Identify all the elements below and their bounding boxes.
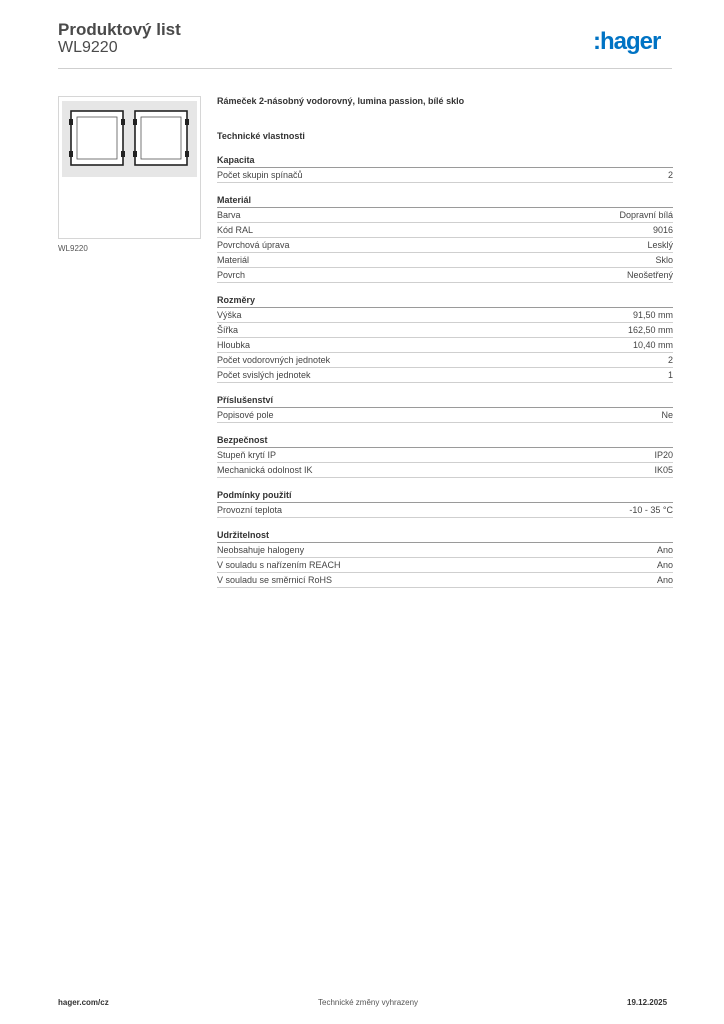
svg-text::hager: :hager xyxy=(593,28,661,55)
property-value: IP20 xyxy=(654,450,673,460)
property-row xyxy=(217,168,673,183)
footer-website: hager.com/cz xyxy=(58,998,109,1007)
property-value: Ne xyxy=(661,410,673,420)
property-row xyxy=(217,268,673,283)
properties-panel xyxy=(217,94,673,588)
property-label: Provozní teplota xyxy=(217,505,283,515)
property-section xyxy=(217,393,673,423)
hager-logo xyxy=(593,27,673,57)
section-title: Podmínky použití xyxy=(217,488,673,503)
property-section xyxy=(217,153,673,183)
property-label: Barva xyxy=(217,210,241,220)
property-section xyxy=(217,433,673,478)
property-label: Popisové pole xyxy=(217,410,274,420)
property-label: Povrchová úprava xyxy=(217,240,290,250)
property-value: 9016 xyxy=(652,225,673,235)
property-value: 10,40 mm xyxy=(632,340,673,350)
product-image xyxy=(58,96,201,239)
property-label: Počet svislých jednotek xyxy=(217,370,311,380)
property-label: V souladu s nařízením REACH xyxy=(217,560,341,570)
property-value: -10 - 35 °C xyxy=(629,505,673,515)
property-row xyxy=(217,408,673,423)
property-value: IK05 xyxy=(654,465,673,475)
section-title: Kapacita xyxy=(217,153,673,168)
property-row xyxy=(217,543,673,558)
property-row xyxy=(217,338,673,353)
property-label: Výška xyxy=(217,310,242,320)
property-row xyxy=(217,208,673,223)
property-label: Počet vodorovných jednotek xyxy=(217,355,331,365)
property-value: Ano xyxy=(656,575,673,585)
property-row xyxy=(217,503,673,518)
section-title: Materiál xyxy=(217,193,673,208)
property-row xyxy=(217,323,673,338)
property-value: Ano xyxy=(656,545,673,555)
property-row xyxy=(217,558,673,573)
footer-date: 19.12.2025 xyxy=(627,998,668,1007)
property-row xyxy=(217,353,673,368)
page-title: Produktový list xyxy=(58,20,181,39)
property-row xyxy=(217,368,673,383)
property-section xyxy=(217,193,673,283)
property-value: Ano xyxy=(656,560,673,570)
property-row xyxy=(217,463,673,478)
property-label: Stupeň krytí IP xyxy=(217,450,277,460)
property-row xyxy=(217,308,673,323)
technical-heading: Technické vlastnosti xyxy=(217,131,305,141)
property-sections xyxy=(217,153,673,588)
product-code: WL9220 xyxy=(58,39,118,56)
section-title: Bezpečnost xyxy=(217,433,673,448)
property-value: Neošetřený xyxy=(626,270,673,280)
property-value: 162,50 mm xyxy=(627,325,673,335)
section-title: Rozměry xyxy=(217,293,673,308)
property-value: 2 xyxy=(667,355,673,365)
property-value: 91,50 mm xyxy=(632,310,673,320)
property-label: Materiál xyxy=(217,255,250,265)
property-label: Hloubka xyxy=(217,340,251,350)
property-row xyxy=(217,253,673,268)
property-row xyxy=(217,573,673,588)
property-label: Počet skupin spínačů xyxy=(217,170,303,180)
header-divider xyxy=(58,68,672,69)
footer-disclaimer: Technické změny vyhrazeny xyxy=(318,998,419,1007)
property-row xyxy=(217,448,673,463)
image-caption: WL9220 xyxy=(58,244,88,253)
property-label: V souladu se směrnicí RoHS xyxy=(217,575,333,585)
property-value: Sklo xyxy=(655,255,673,265)
product-name: Rámeček 2-násobný vodorovný, lumina passion, bílé sklo xyxy=(217,96,465,106)
property-label: Šířka xyxy=(217,325,239,335)
property-row xyxy=(217,238,673,253)
section-title: Udržitelnost xyxy=(217,528,673,543)
property-section xyxy=(217,528,673,588)
property-label: Povrch xyxy=(217,270,246,280)
property-label: Kód RAL xyxy=(217,225,254,235)
property-value: Lesklý xyxy=(647,240,673,250)
property-value: Dopravní bílá xyxy=(619,210,673,220)
property-section xyxy=(217,488,673,518)
property-label: Neobsahuje halogeny xyxy=(217,545,305,555)
double-frame-image xyxy=(59,97,200,238)
property-section xyxy=(217,293,673,383)
section-title: Příslušenství xyxy=(217,393,673,408)
property-row xyxy=(217,223,673,238)
property-value: 2 xyxy=(667,170,673,180)
property-value: 1 xyxy=(667,370,673,380)
property-label: Mechanická odolnost IK xyxy=(217,465,313,475)
